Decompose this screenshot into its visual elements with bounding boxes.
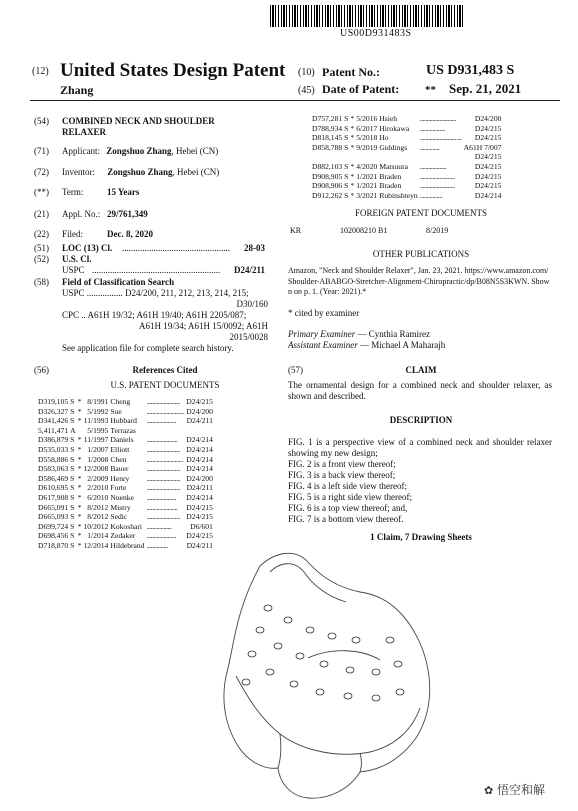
ref-date: 5/2018 [356, 133, 378, 143]
ref-star: * [77, 540, 82, 550]
reference-row [312, 124, 503, 134]
ref-date: 6/2010 [87, 492, 109, 502]
loc-value: 28-03 [244, 243, 265, 253]
ref-date: 2/2009 [87, 473, 109, 483]
ref-class: D24/215 [474, 171, 502, 181]
ref-kind: S [344, 114, 349, 123]
ref-star: * [77, 416, 82, 426]
ref-kind: S [344, 161, 349, 171]
ref-name: Bauer [110, 464, 129, 474]
ref-number: D757,281 [312, 114, 343, 123]
reference-row [38, 474, 215, 484]
ref-class: A61H 7/007 [463, 142, 502, 152]
foreign-number: 102008210 B1 [340, 226, 388, 235]
barcode [270, 5, 465, 27]
ref-star: * [77, 531, 82, 541]
search-line-4: A61H 19/34; A61H 15/0092; A61H [138, 321, 268, 331]
ref-dots: ..................... [146, 416, 176, 426]
ref-number: D882,103 [312, 161, 343, 171]
ref-star: * [77, 444, 82, 454]
figure-description: FIG. 4 is a left side view thereof; [288, 481, 407, 491]
ref-kind: S [70, 435, 75, 445]
ref-class: D24/214 [186, 464, 213, 474]
ref-date [356, 152, 379, 162]
code-71: (71) [34, 146, 49, 156]
ref-star: * [350, 114, 355, 123]
ref-star: * [77, 483, 82, 493]
ref-star: * [350, 181, 355, 191]
inventor-location: , Hebei (CN) [172, 167, 220, 177]
ref-kind: S [344, 190, 349, 200]
ref-name [379, 152, 419, 162]
reference-row [38, 541, 215, 551]
assistant-examiner [288, 340, 445, 351]
watermark-text: 悟空和解 [497, 783, 546, 797]
claim-text: The ornamental design for a combined neck and shoulder relaxer, as shown and described. [288, 380, 552, 401]
ref-dots: .............................. [419, 133, 462, 143]
cited-by-examiner-note: * cited by examiner [288, 308, 360, 318]
ref-star: * [77, 473, 82, 483]
us-cl-label: U.S. Cl. [62, 254, 92, 264]
ref-dots: ..................... [146, 492, 176, 502]
ref-kind: S [344, 133, 349, 143]
ref-dots: .................. [146, 521, 172, 531]
ref-star: * [350, 161, 355, 171]
ref-number: D788,934 [312, 123, 343, 133]
code-45: (45) [298, 85, 315, 96]
date-stars: ** [425, 84, 436, 96]
assistant-examiner-name: — Michael A Maharajh [357, 340, 446, 350]
applicant-line [62, 146, 218, 157]
ref-dots: ...................... [146, 435, 178, 445]
ref-number: D718,870 [38, 540, 69, 550]
ref-star: * [350, 190, 355, 200]
ref-kind: S [70, 454, 75, 464]
ref-number: D908,905 [312, 171, 343, 181]
figure-description: FIG. 7 is a bottom view thereof. [288, 514, 404, 524]
reference-row [38, 483, 215, 493]
ref-name: Terrazas [110, 425, 136, 435]
filed-value: Dec. 8, 2020 [107, 229, 153, 239]
ref-date: 8/2012 [87, 512, 109, 522]
ref-name: Cheng [110, 397, 131, 406]
ref-date: 11/1993 [83, 416, 109, 426]
ref-class: D24/215 [474, 152, 502, 162]
figure-description: FIG. 3 is a back view thereof; [288, 470, 396, 480]
ref-dots: ................... [419, 161, 447, 171]
ref-kind: S [70, 531, 75, 541]
ref-number: D319,105 [38, 397, 69, 406]
ref-dots: .......................... [146, 454, 183, 464]
ref-kind: S [70, 492, 75, 502]
ref-kind: S [70, 406, 75, 416]
ref-class: D24/215 [186, 531, 213, 541]
patent-date: Sep. 21, 2021 [449, 81, 522, 96]
ref-name: Braden [379, 181, 402, 191]
ref-date: 4/2020 [356, 161, 378, 171]
reference-row [312, 114, 503, 124]
ref-number: D326,327 [38, 406, 69, 416]
uspc-dots: ......................................................... [92, 265, 221, 275]
description-intro: FIG. 1 is a perspective view of a combined neck and shoulder relaxer showing my new design; [288, 437, 552, 458]
term-value: 15 Years [107, 187, 140, 197]
appl-no-label: Appl. No.: [62, 209, 101, 219]
ref-dots: ........................ [146, 444, 181, 454]
product-drawing [200, 548, 470, 803]
ref-number [312, 152, 344, 162]
ref-date: 2/2010 [87, 483, 109, 493]
ref-number: D699,724 [38, 521, 69, 531]
code-58: (58) [34, 277, 49, 287]
figure-description: FIG. 5 is a right side view thereof; [288, 492, 412, 502]
ref-name: Henry [110, 473, 130, 483]
ref-class: D24/215 [186, 397, 213, 406]
reference-row [38, 503, 215, 513]
code-54: (54) [34, 116, 49, 126]
document-type: United States Design Patent [60, 60, 286, 81]
ref-number: D341,426 [38, 416, 69, 426]
ref-name: Elliott [110, 444, 130, 454]
ref-class: D24/215 [474, 181, 502, 191]
reference-row [38, 435, 215, 445]
ref-class: D24/211 [186, 540, 213, 550]
ref-date: 12/2014 [83, 540, 109, 550]
ref-number: D617,908 [38, 492, 69, 502]
ref-kind: S [70, 512, 75, 522]
title-of-design: COMBINED NECK AND SHOULDER RELAXER [62, 116, 215, 137]
search-history-note: See application file for complete search history. [62, 343, 234, 353]
ref-date: 5/1992 [87, 406, 109, 416]
date-of-patent-label: Date of Patent: [322, 82, 400, 96]
ref-kind: S [70, 502, 75, 512]
reference-row [38, 455, 215, 465]
code-51: (51) [34, 243, 49, 253]
appl-no-value: 29/761,349 [107, 209, 148, 219]
chat-icon: ✿ [484, 784, 494, 797]
ref-name: Giddings [379, 142, 408, 152]
ref-dots: .............. [419, 142, 440, 152]
ref-class: D24/215 [186, 512, 213, 522]
applicant-label: Applicant: [62, 146, 100, 156]
ref-star: * [77, 521, 82, 531]
code-12: (12) [32, 66, 49, 77]
ref-date: 8/2012 [87, 502, 109, 512]
reference-row [38, 464, 215, 474]
ref-class: D24/200 [186, 406, 213, 416]
foreign-country: KR [290, 226, 302, 235]
ref-star: * [350, 123, 355, 133]
reference-row [38, 522, 215, 532]
primary-examiner-name: — Cynthia Ramirez [355, 329, 430, 339]
ref-number: D912,262 [312, 190, 343, 200]
ref-kind: S [70, 483, 75, 493]
ref-name: Hubbard [110, 416, 137, 426]
references-cited-label: References Cited [132, 365, 198, 375]
ref-class: D6/601 [190, 521, 213, 531]
ref-date: 9/2019 [356, 142, 378, 152]
ref-date: 1/2014 [87, 531, 109, 541]
ref-name: Hildebrand [110, 540, 145, 550]
code-21: (21) [34, 209, 49, 219]
ref-name: Kokoshari [110, 521, 142, 531]
ref-star: * [77, 502, 82, 512]
ref-star: * [77, 435, 82, 445]
patent-number: US D931,483 S [426, 63, 515, 78]
ref-class: D24/214 [474, 190, 502, 200]
inventor-short: Zhang [60, 83, 94, 97]
other-publication-entry: Amazon, "Neck and Shoulder Relaxer", Jan. 23, 2021. https://www.amazon.com/Shoulder-ABABGO-Stretcher-Alignment-Chiropractic/dp/B08N5S3KWN. Shown on p. 1. (Year: 2021).* [288, 266, 550, 296]
reference-row [38, 426, 215, 436]
ref-dots: ...................... [146, 502, 178, 512]
ref-number: D535,033 [38, 444, 69, 454]
reference-row [38, 416, 215, 426]
uspc-value: D24/211 [234, 265, 266, 275]
ref-class: D24/214 [186, 444, 213, 454]
ref-name: Chen [110, 454, 127, 464]
ref-date: 5/1995 [87, 425, 109, 435]
foreign-patent-documents-label: FOREIGN PATENT DOCUMENTS [354, 208, 488, 218]
ref-date: 6/2017 [356, 123, 378, 133]
code-10: (10) [298, 67, 315, 78]
code-22: (22) [34, 229, 49, 239]
ref-number: D583,063 [38, 464, 69, 474]
ref-kind: S [70, 464, 75, 474]
field-of-search-label: Field of Classification Search [62, 277, 175, 287]
ref-name: Zedaker [110, 531, 136, 541]
applicant-name: Zongshuo Zhang [106, 146, 172, 156]
ref-dots: ........................ [146, 464, 181, 474]
filed-label: Filed: [62, 229, 84, 239]
code-term: (**) [34, 187, 49, 197]
ref-star: * [77, 492, 82, 502]
inventor-label: Inventor: [62, 167, 95, 177]
ref-kind: S [70, 521, 75, 531]
ref-dots: ......................... [419, 171, 455, 181]
ref-kind: S [70, 473, 75, 483]
reference-row [312, 143, 503, 153]
uspc-label: USPC [62, 265, 85, 275]
ref-class: D24/215 [186, 502, 213, 512]
ref-star: * [350, 133, 355, 143]
ref-date: 3/2021 [356, 190, 378, 200]
ref-number: D558,886 [38, 454, 69, 464]
ref-name: Ho [379, 133, 389, 143]
reference-row [38, 493, 215, 503]
ref-kind: S [344, 181, 349, 191]
ref-date: 1/2007 [87, 444, 109, 454]
ref-class: D24/214 [186, 492, 213, 502]
ref-date: 11/1997 [83, 435, 109, 445]
ref-dots: .................. [419, 123, 445, 133]
ref-name: Nuenke [110, 492, 134, 502]
reference-row [38, 445, 215, 455]
ref-name: Matsuura [379, 161, 408, 171]
ref-dots: ............... [146, 540, 168, 550]
ref-date: 12/2008 [83, 464, 109, 474]
ref-date: 1/2021 [356, 171, 378, 181]
reference-row [312, 162, 503, 172]
reference-row [38, 407, 215, 417]
us-patent-documents-label: U.S. PATENT DOCUMENTS [110, 380, 220, 390]
ref-class: D24/215 [474, 133, 502, 143]
ref-number: D858,788 [312, 142, 343, 152]
ref-name: Mistry [110, 502, 131, 512]
ref-kind: S [70, 397, 75, 406]
ref-class: D24/200 [474, 114, 502, 123]
ref-star: * [350, 142, 355, 152]
ref-name: Hsieh [379, 114, 398, 123]
ref-class: D24/215 [474, 161, 502, 171]
ref-class: D24/200 [186, 473, 213, 483]
reference-row [312, 172, 503, 182]
ref-kind: S [344, 171, 349, 181]
code-57: (57) [288, 365, 303, 375]
ref-name: Rubinshteyn [379, 190, 418, 200]
ref-date: 10/2012 [83, 521, 109, 531]
ref-name: Forte [110, 483, 127, 493]
ref-dots: ........................ [146, 397, 181, 406]
ref-dots: ........................ [146, 483, 181, 493]
ref-date: 5/2016 [356, 114, 378, 123]
search-line-3: CPC .. A61H 19/32; A61H 19/40; A61H 2205/087; [62, 310, 247, 320]
inventor-line [62, 167, 219, 178]
reference-row [38, 512, 215, 522]
us-references-table-continued [312, 114, 503, 200]
ref-class: D24/214 [186, 454, 213, 464]
ref-number: 5,411,471 [38, 425, 69, 435]
ref-class: D24/214 [186, 435, 213, 445]
ref-kind: S [70, 416, 75, 426]
loc-dots: ................................................ [122, 243, 230, 253]
foreign-date: 8/2019 [426, 226, 449, 235]
code-52: (52) [34, 254, 49, 264]
ref-class: D24/211 [186, 483, 213, 493]
figure-description: FIG. 6 is a top view thereof; and, [288, 503, 408, 513]
reference-row [312, 152, 503, 162]
reference-row [312, 133, 503, 143]
ref-dots: ..................... [146, 531, 176, 541]
ref-star: * [350, 171, 355, 181]
ref-name: Sedic [110, 512, 128, 522]
ref-kind: S [344, 142, 349, 152]
code-72: (72) [34, 167, 49, 177]
ref-star: * [77, 464, 82, 474]
inventor-name: Zongshuo Zhang [107, 167, 173, 177]
assistant-examiner-label: Assistant Examiner [288, 340, 358, 350]
other-publications-label: OTHER PUBLICATIONS [372, 249, 470, 259]
search-line-2: D30/160 [236, 299, 268, 309]
ref-dots [147, 426, 187, 436]
figure-list [288, 459, 552, 525]
code-56: (56) [34, 365, 49, 375]
search-line-5: 2015/0028 [229, 332, 268, 342]
ref-kind: A [70, 425, 76, 435]
ref-name: Hirokawa [379, 123, 410, 133]
ref-date: 1/2021 [356, 181, 378, 191]
reference-row [38, 531, 215, 541]
ref-number: D818,145 [312, 133, 343, 143]
ref-dots: ........................ [146, 473, 181, 483]
ref-number: D698,456 [38, 531, 69, 541]
ref-date: 8/1991 [87, 397, 109, 406]
ref-number: D908,906 [312, 181, 343, 191]
ref-star: * [77, 454, 82, 464]
ref-kind: S [70, 444, 75, 454]
watermark [484, 781, 545, 798]
ref-dots: .......................... [419, 114, 457, 123]
ref-dots: ................ [419, 190, 443, 200]
term-label: Term: [62, 187, 84, 197]
reference-row [312, 191, 503, 201]
ref-name: Braden [379, 171, 402, 181]
primary-examiner-label: Primary Examiner [288, 329, 356, 339]
description-label: DESCRIPTION [389, 415, 453, 425]
ref-name: Daniels [110, 435, 134, 445]
us-references-table [38, 397, 215, 551]
patent-no-label: Patent No.: [322, 65, 380, 79]
ref-dots: ......................... [419, 181, 455, 191]
ref-number: D665,093 [38, 512, 69, 522]
ref-number: D665,091 [38, 502, 69, 512]
applicant-location: , Hebei (CN) [171, 146, 219, 156]
ref-date: 1/2008 [87, 454, 109, 464]
reference-row [312, 181, 503, 191]
ref-kind: S [70, 540, 75, 550]
ref-star: * [77, 397, 82, 406]
ref-class: D24/211 [186, 416, 213, 426]
ref-number: D386,879 [38, 435, 69, 445]
primary-examiner [288, 329, 430, 340]
ref-kind: S [344, 123, 349, 133]
ref-class [186, 426, 215, 436]
ref-star: * [77, 406, 82, 416]
ref-name: Sue [110, 406, 122, 416]
reference-row [38, 397, 215, 407]
ref-dots: ........................ [146, 512, 181, 522]
ref-dots [420, 152, 464, 162]
ref-star: * [77, 512, 82, 522]
loc-label: LOC (13) Cl. [62, 243, 113, 253]
claims-count: 1 Claim, 7 Drawing Sheets [370, 532, 472, 542]
header-rule [30, 100, 560, 101]
figure-description: FIG. 2 is a front view thereof; [288, 459, 396, 469]
ref-number: D610,695 [38, 483, 69, 493]
ref-dots: ........................... [146, 406, 185, 416]
claim-label: CLAIM [405, 365, 437, 375]
ref-class: D24/215 [474, 123, 502, 133]
search-line-1: USPC ................ D24/200, 211, 212, 213, 214, 215; [62, 288, 249, 298]
ref-number: D586,469 [38, 473, 69, 483]
publication-number-top: US00D931483S [340, 28, 412, 39]
